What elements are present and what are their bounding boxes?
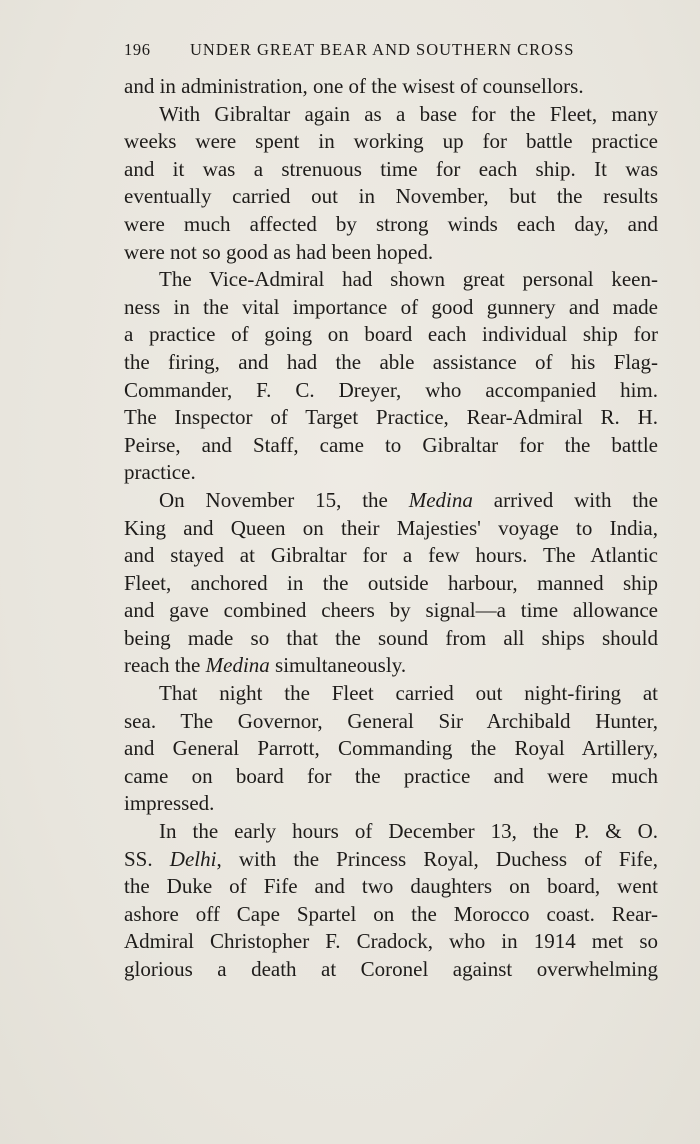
body-text xyxy=(124,73,658,984)
text-line: sea. The Governor, General Sir Archibald Hunter, xyxy=(124,708,658,733)
text-line: Peirse, and Staff, came to Gibraltar for the battle xyxy=(124,432,658,457)
text-line: SS. Delhi, with the Princess Royal, Duchess of Fife, xyxy=(124,846,658,871)
paragraph xyxy=(124,680,658,818)
text-line: glorious a death at Coronel against overwhelming xyxy=(124,957,658,981)
text-line: ness in the vital importance of good gunnery and made xyxy=(124,294,658,319)
text-line: impressed. xyxy=(124,791,215,816)
text-line: being made so that the sound from all ships should xyxy=(124,625,658,650)
text-line: eventually carried out in November, but the results xyxy=(124,184,658,209)
paragraph xyxy=(124,73,658,101)
text-line: a practice of going on board each individual ship for xyxy=(124,322,658,347)
text-line: and it was a strenuous time for each ship. It was xyxy=(124,156,658,181)
text-line: That night the Fleet carried out night-firing at xyxy=(159,681,658,706)
text-line: practice. xyxy=(124,460,196,485)
text-line: With Gibraltar again as a base for the Fleet, many xyxy=(159,101,658,126)
text-line: came on board for the practice and were much xyxy=(124,763,658,788)
text-line: ashore off Cape Spartel on the Morocco coast. Rear- xyxy=(124,901,658,926)
text-line: the firing, and had the able assistance of his Flag- xyxy=(124,349,658,374)
text-line: The Vice-Admiral had shown great personal keen- xyxy=(159,267,658,292)
text-line: the Duke of Fife and two daughters on board, went xyxy=(124,874,658,899)
paragraph xyxy=(124,818,658,984)
text-line: and General Parrott, Commanding the Royal Artillery, xyxy=(124,736,658,761)
text-line: Admiral Christopher F. Cradock, who in 1914 met so xyxy=(124,929,658,954)
text-line: The Inspector of Target Practice, Rear-Admiral R. H. xyxy=(124,405,658,430)
text-line: On November 15, the Medina arrived with the xyxy=(159,487,658,512)
text-line: King and Queen on their Majesties' voyage to India, xyxy=(124,515,658,540)
text-line: and gave combined cheers by signal—a time allowance xyxy=(124,598,658,623)
text-line: weeks were spent in working up for battle practice xyxy=(124,129,658,154)
paragraph xyxy=(124,266,658,487)
paragraph xyxy=(124,101,658,267)
paragraph xyxy=(124,487,658,680)
text-line: and in administration, one of the wisest of counsellors. xyxy=(124,74,584,98)
running-head xyxy=(124,40,658,64)
text-line: Commander, F. C. Dreyer, who accompanied him. xyxy=(124,377,658,402)
page-number: 196 xyxy=(124,40,151,59)
running-title: UNDER GREAT BEAR AND SOUTHERN CROSS xyxy=(190,40,575,59)
text-line: were much affected by strong winds each day, and xyxy=(124,211,658,236)
text-line: reach the Medina simultaneously. xyxy=(124,653,407,678)
text-line: were not so good as had been hoped. xyxy=(124,239,434,264)
text-line: Fleet, anchored in the outside harbour, manned ship xyxy=(124,570,658,595)
text-line: and stayed at Gibraltar for a few hours. The Atlantic xyxy=(124,543,658,568)
text-line: In the early hours of December 13, the P. & O. xyxy=(159,819,658,844)
